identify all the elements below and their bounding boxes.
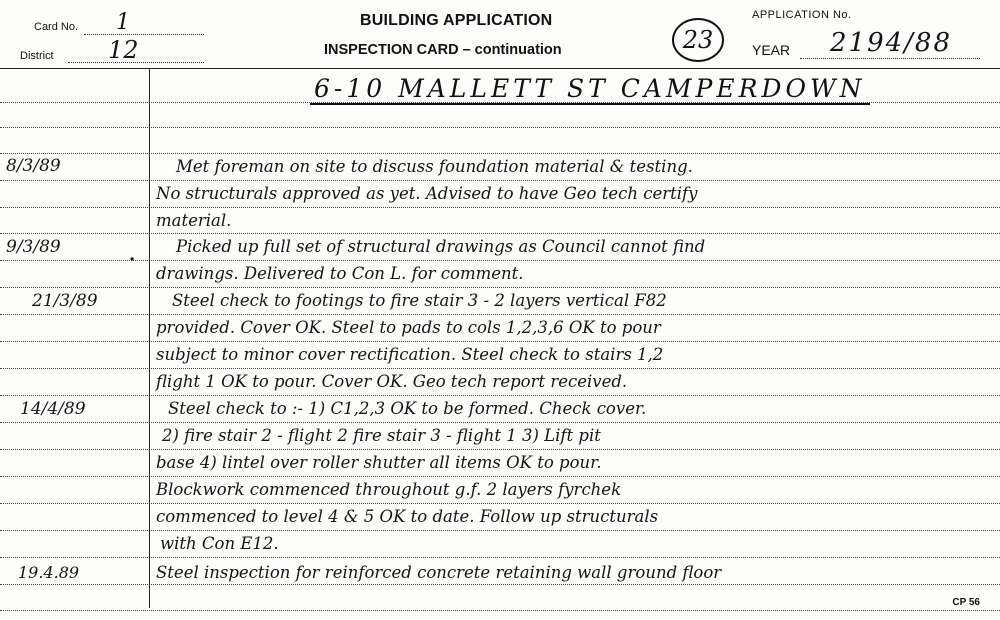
card-no-label: Card No. [34,21,79,33]
ruled-line [0,422,1000,423]
entry-text-line: Steel check to footings to fire stair 3 - 2 layers vertical F82 [172,291,667,310]
entry-text-line: subject to minor cover rectification. Steel check to stairs 1,2 [156,345,664,364]
district-label: District [20,50,54,62]
date-column-divider [149,68,150,608]
entry-text-line: with Con E12. [160,534,279,553]
ruled-line [0,610,1000,611]
circled-number [672,18,724,62]
entry-date: 14/4/89 [20,399,86,419]
ruled-line [0,287,1000,288]
entry-date: 8/3/89 [6,156,61,176]
ruled-line [0,260,1000,261]
ruled-line [0,503,1000,504]
card-title: BUILDING APPLICATION [360,12,553,29]
circled-number-value: 23 [682,26,714,54]
ruled-line [0,476,1000,477]
ruled-line [0,314,1000,315]
entry-text-line: base 4) lintel over roller shutter all items OK to pour. [156,453,602,472]
entry-text-line: provided. Cover OK. Steel to pads to cols 1,2,3,6 OK to pour [156,318,661,337]
ruled-line [0,368,1000,369]
ruled-line [0,449,1000,450]
ruled-line [0,207,1000,208]
entry-date: 9/3/89 [6,237,61,257]
entry-text-line: Picked up full set of structural drawings as Council cannot find [176,237,706,256]
card-no-dotted-line [84,34,204,35]
entry-date: 21/3/89 [32,291,98,311]
entry-text-line: flight 1 OK to pour. Cover OK. Geo tech report received. [156,372,628,391]
entry-text-line: 2) fire stair 2 - flight 2 fire stair 3 - flight 1 3) Lift pit [162,426,601,445]
entry-text-line: Met foreman on site to discuss foundation material & testing. [176,157,693,176]
entry-text-line: commenced to level 4 & 5 OK to date. Follow up structurals [156,507,659,526]
card-no-value: 1 [116,10,130,35]
card-subtitle: INSPECTION CARD – continuation [324,42,562,58]
entry-text-line: Steel check to :- 1) C1,2,3 OK to be formed. Check cover. [168,399,647,418]
ruled-line [0,557,1000,558]
application-number: 2194/88 [830,28,953,58]
ruled-line [0,180,1000,181]
ruled-line [0,584,1000,585]
application-no-label: APPLICATION No. [752,9,852,21]
form-code: CP 56 [952,597,980,608]
entry-text-line: material. [156,211,232,230]
year-dotted-line [800,58,980,59]
margin-dot: • [130,252,135,266]
entry-date: 19.4.89 [18,563,80,582]
header-rule [0,68,1000,69]
entry-text-line: Blockwork commenced throughout g.f. 2 layers fyrchek [156,480,622,499]
site-address: 6-10 MALLETT ST CAMPERDOWN [310,74,870,105]
entry-text-line: Steel inspection for reinforced concrete retaining wall ground floor [156,563,722,582]
entry-text-line: drawings. Delivered to Con L. for comment. [156,264,524,283]
ruled-line [0,233,1000,234]
ruled-line [0,341,1000,342]
ruled-line [0,153,1000,154]
ruled-line [0,395,1000,396]
year-label: YEAR [752,42,791,58]
district-value: 12 [108,36,139,64]
entry-text-line: No structurals approved as yet. Advised to have Geo tech certify [156,184,698,203]
ruled-line [0,530,1000,531]
ruled-line [0,127,1000,128]
